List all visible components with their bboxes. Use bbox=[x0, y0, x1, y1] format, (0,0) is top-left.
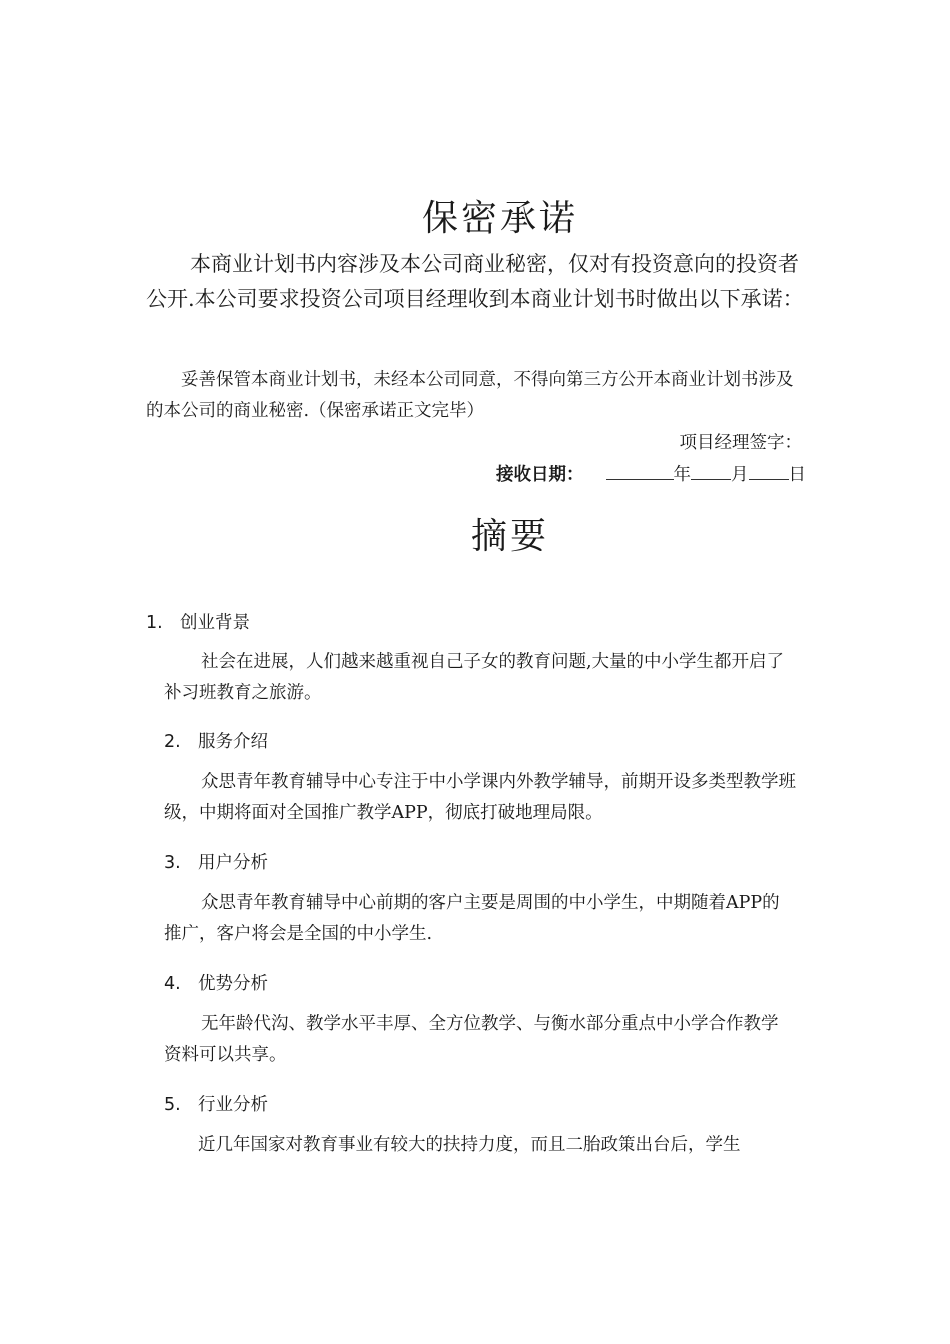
section-body: 众思青年教育辅导中心专注于中小学课内外教学辅导，前期开设多类型教学班级，中期将面对全国推广教学APP，彻底打破地理局限。 bbox=[164, 772, 796, 823]
section-title: 创业背景 bbox=[180, 613, 250, 633]
section-heading bbox=[146, 609, 250, 634]
section-number: 5. bbox=[164, 1095, 181, 1115]
section-number: 2. bbox=[164, 732, 181, 752]
section-body: 众思青年教育辅导中心前期的客户主要是周围的中小学生，中期随着APP的推广，客户将会是全国的中小学生. bbox=[164, 893, 780, 944]
confidentiality-title: 保密承诺 bbox=[421, 198, 578, 239]
section-title: 优势分析 bbox=[198, 974, 268, 994]
section-heading bbox=[164, 728, 268, 753]
section-number: 1. bbox=[146, 613, 163, 633]
month-blank bbox=[691, 461, 731, 480]
day-blank bbox=[749, 461, 789, 480]
signature-label: 项目经理签字： bbox=[679, 433, 802, 453]
day-label: 日 bbox=[788, 465, 806, 485]
section-title: 用户分析 bbox=[198, 853, 268, 873]
year-label: 年 bbox=[673, 465, 691, 485]
receipt-date-row bbox=[496, 461, 806, 486]
section-body: 近几年国家对教育事业有较大的扶持力度，而且二胎政策出台后，学生 bbox=[198, 1135, 741, 1155]
confidentiality-intro: 本商业计划书内容涉及本公司商业秘密，仅对有投资意向的投资者公开.本公司要求投资公司项目经理收到本商业计划书时做出以下承诺： bbox=[146, 252, 804, 311]
month-label: 月 bbox=[731, 465, 749, 485]
date-label: 接收日期： bbox=[496, 465, 584, 485]
section-number: 4. bbox=[164, 974, 181, 994]
section-heading bbox=[164, 1091, 268, 1116]
section-title: 行业分析 bbox=[198, 1095, 268, 1115]
confidentiality-commitment: 妥善保管本商业计划书，未经本公司同意，不得向第三方公开本商业计划书涉及的本公司的商业秘密.（保密承诺正文完毕） bbox=[146, 370, 794, 421]
summary-title: 摘要 bbox=[470, 516, 549, 557]
section-number: 3. bbox=[164, 853, 181, 873]
section-heading bbox=[164, 849, 268, 874]
section-body: 社会在进展，人们越来越重视自己子女的教育问题,大量的中小学生都开启了补习班教育之旅游。 bbox=[164, 652, 785, 703]
year-blank bbox=[606, 461, 674, 480]
section-body: 无年龄代沟、教学水平丰厚、全方位教学、与衡水部分重点中小学合作教学资料可以共享。 bbox=[164, 1014, 779, 1065]
section-heading bbox=[164, 970, 268, 995]
date-blanks bbox=[606, 465, 807, 485]
section-title: 服务介绍 bbox=[198, 732, 268, 752]
